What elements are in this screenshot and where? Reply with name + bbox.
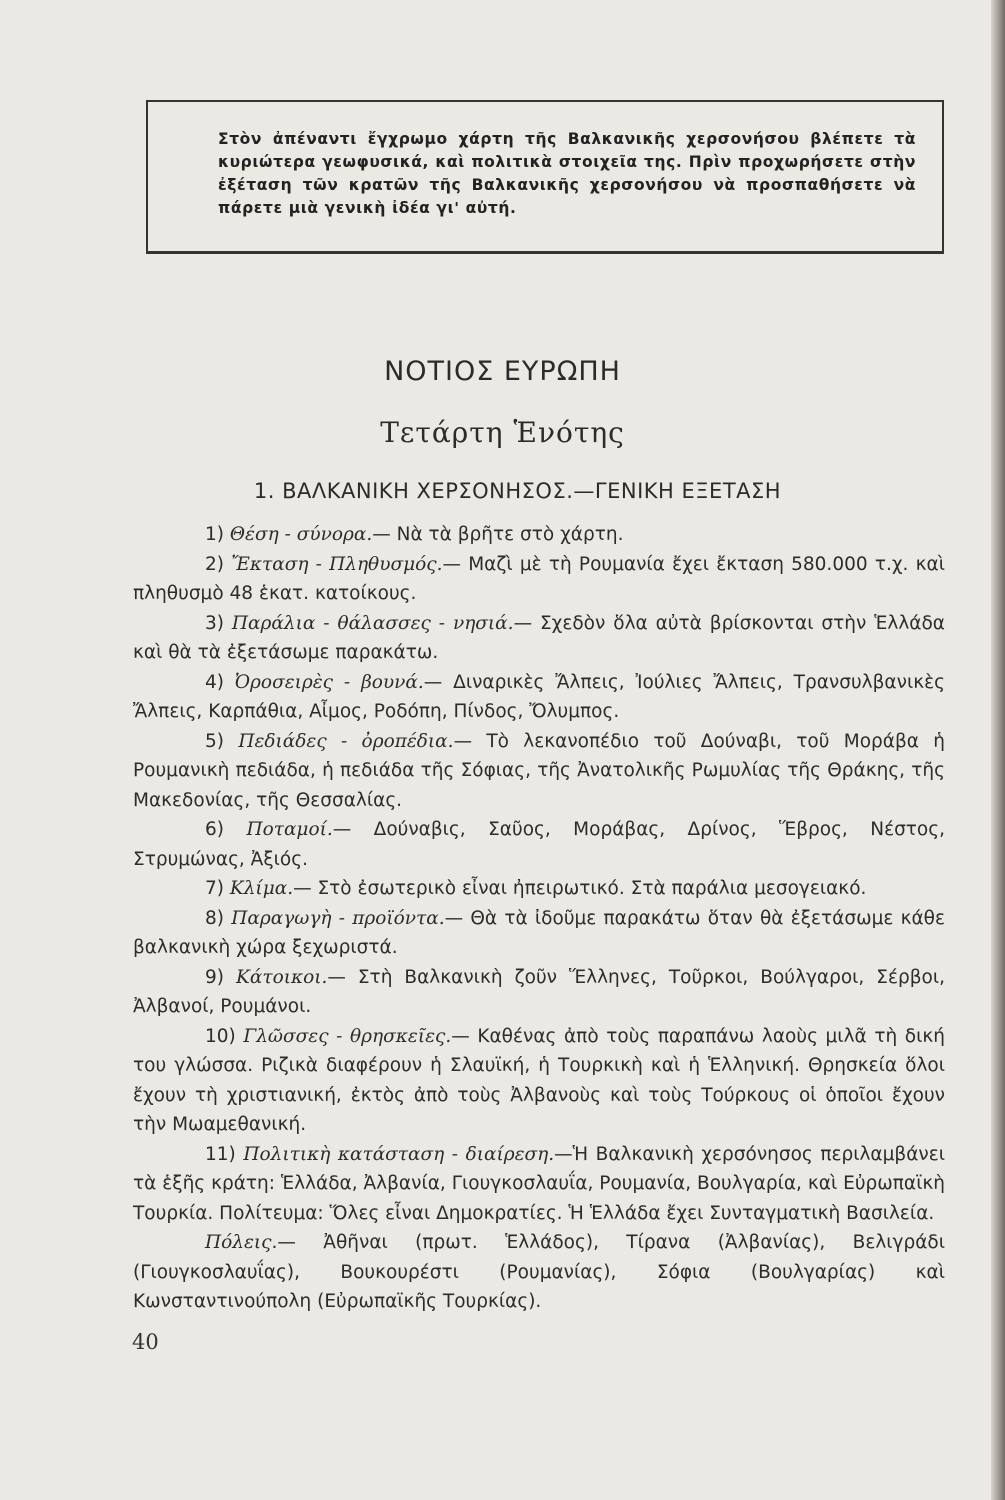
unit-subtitle: Τετάρτη Ἑνότης (380, 416, 625, 449)
notice-box: Στὸν ἀπέναντι ἔγχρωμο χάρτη τῆς Βαλκανικῆς χερσονήσου βλέπετε τὰ κυριώτερα γεωφυσικά, καὶ πολιτικὰ στοιχεῖα της. Πρὶν προχωρήσετε στὴν ἐξέταση τῶν κρατῶν τῆς Βαλκανικῆς χερσονήσου νὰ προσπαθήσετε νὰ πάρετε μιὰ γενικὴ ἰδέα γι' αὐτή. (146, 100, 944, 254)
list-item: 11) Πολιτικὴ κατάσταση - διαίρεση.—Ἡ Βαλκανικὴ χερσόνησος περιλαμβάνει τὰ ἑξῆς κράτη: Ἑλλάδα, Ἀλβανία, Γιουγκοσλαυΐα, Ρουμανία, Βουλγαρία, καὶ Εὐρωπαϊκὴ Τουρκία. Πολίτευμα: Ὅλες εἶναι Δημοκρατίες. Ἡ Ἑλλάδα ἔχει Συνταγματικὴ Βασιλεία. (133, 1143, 945, 1224)
list-item: 10) Γλῶσσες - θρησκεῖες.— Καθένας ἀπὸ τοὺς παραπάνω λαοὺς μιλᾶ τὴ δική του γλώσσα. Ριζικὰ διαφέρουν ἡ Σλαυϊκή, ἡ Τουρκικὴ καὶ ἡ Ἑλληνική. Θρησκεία ὅλοι ἔχουν τὴ χριστιανική, ἐκτὸς ἀπὸ τοὺς Ἀλβανοὺς καὶ τοὺς Τούρκους οἱ ὁποῖοι ἔχουν τὴν Μωαμεθανική. (133, 1025, 945, 1135)
list-item: 2) Ἔκταση - Πληθυσμός.— Μαζὶ μὲ τὴ Ρουμανία ἔχει ἔκταση 580.000 τ.χ. καὶ πληθυσμὸ 48 ἑκατ. κατοίκους. (133, 553, 945, 604)
list-item: 7) Κλίμα.— Στὸ ἐσωτερικὸ εἶναι ἠπειρωτικό. Στὰ παράλια μεσογειακό. (205, 878, 867, 899)
body-text (133, 520, 945, 1317)
list-item: 4) Ὀροσειρὲς - βουνά.— Διναρικὲς Ἄλπεις, Ἰούλιες Ἄλπεις, Τρανσυλβανικὲς Ἄλπεις, Καρπάθια, Αἶμος, Ροδόπη, Πίνδος, Ὄλυμπος. (133, 671, 945, 722)
book-spine-shadow (991, 0, 1005, 1500)
list-item: Πόλεις.— Ἀθῆναι (πρωτ. Ἑλλάδος), Τίρανα (Ἀλβανίας), Βελιγράδι (Γιουγκοσλαυΐας), Βουκουρέστι (Ρουμανίας), Σόφια (Βουλγαρίας) καὶ Κωνσταντινούπολη (Εὐρωπαϊκῆς Τουρκίας). (133, 1232, 945, 1312)
list-item: 8) Παραγωγὴ - προϊόντα.— Θὰ τὰ ἰδοῦμε παρακάτω ὅταν θὰ ἐξετάσωμε κάθε βαλκανικὴ χώρα ξεχωριστά. (133, 907, 945, 958)
list-item: 6) Ποταμοί.— Δούναβις, Σαῦος, Μοράβας, Δρίνος, Ἕβρος, Νέστος, Στρυμώνας, Ἀξιός. (133, 819, 945, 870)
list-item: 5) Πεδιάδες - ὀροπέδια.— Τὸ λεκανοπέδιο τοῦ Δούναβι, τοῦ Μοράβα ἡ Ρουμανικὴ πεδιάδα, ἡ πεδιάδα τῆς Σόφιας, τῆς Ἀνατολικῆς Ρωμυλίας τῆς Θράκης, τῆς Μακεδονίας, τῆς Θεσσαλίας. (133, 730, 945, 811)
section-heading: 1. ΒΑΛΚΑΝΙΚΗ ΧΕΡΣΟΝΗΣΟΣ.—ΓΕΝΙΚΗ ΕΞΕΤΑΣΗ (253, 479, 782, 503)
page-number: 40 (132, 1330, 159, 1354)
list-item: 3) Παράλια - θάλασσες - νησιά.— Σχεδὸν ὅλα αὐτὰ βρίσκονται στὴν Ἑλλάδα καὶ θὰ τὰ ἐξετάσωμε παρακάτω. (133, 612, 945, 663)
page-title: ΝΟΤΙΟΣ ΕΥΡΩΠΗ (384, 356, 621, 387)
list-item: 1) Θέση - σύνορα.— Νὰ τὰ βρῆτε στὸ χάρτη. (205, 524, 624, 545)
list-item: 9) Κάτοικοι.— Στὴ Βαλκανικὴ ζοῦν Ἕλληνες, Τοῦρκοι, Βούλγαροι, Σέρβοι, Ἀλβανοί, Ρουμάνοι. (133, 966, 945, 1017)
